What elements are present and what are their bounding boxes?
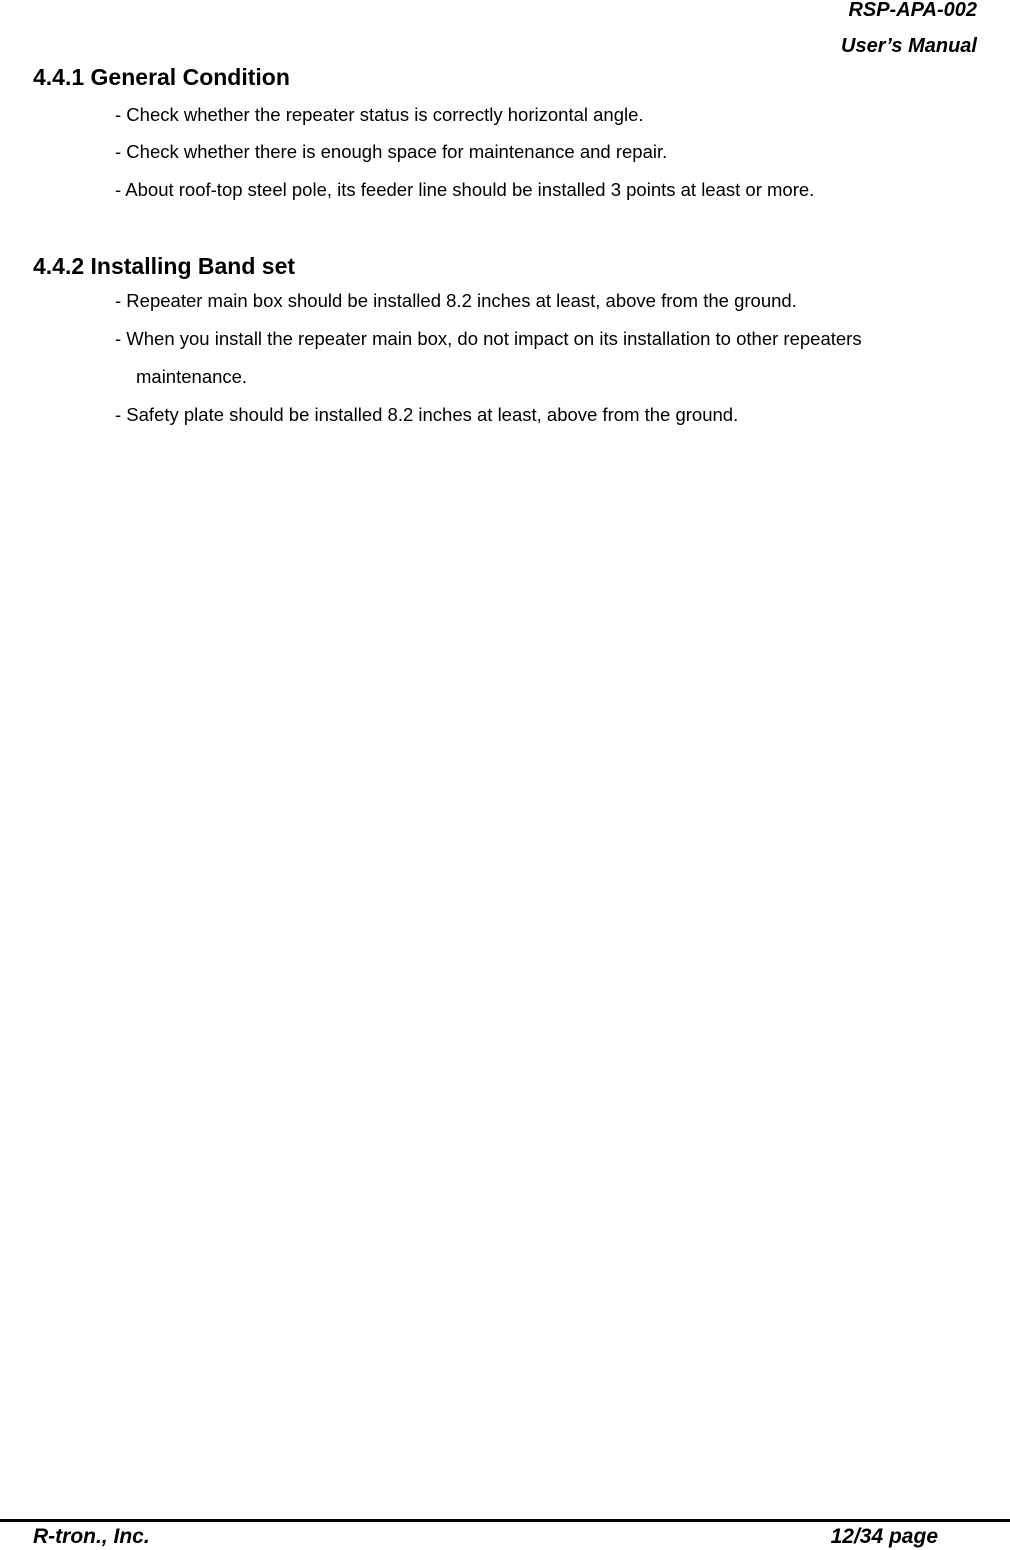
section-title-general-condition: 4.4.1 General Condition [33, 64, 290, 90]
footer-divider [0, 1519, 1010, 1522]
list-item: - Repeater main box should be installed 8.2 inches at least, above from the ground. [115, 290, 797, 311]
footer-page-number: 12/34 page [830, 1525, 938, 1548]
list-item-continuation: maintenance. [136, 366, 248, 387]
document-code: RSP-APA-002 [848, 0, 977, 21]
list-item: - Check whether there is enough space for maintenance and repair. [115, 141, 668, 162]
footer-company: R-tron., Inc. [33, 1525, 150, 1548]
list-item: - About roof-top steel pole, its feeder line should be installed 3 points at least or more. [115, 179, 815, 200]
document-type: User’s Manual [841, 35, 977, 57]
list-item: - Safety plate should be installed 8.2 inches at least, above from the ground. [115, 404, 739, 425]
section-title-installing-band-set: 4.4.2 Installing Band set [33, 253, 296, 279]
list-item: - Check whether the repeater status is correctly horizontal angle. [115, 104, 644, 125]
list-item: - When you install the repeater main box, do not impact on its installation to other repeaters [115, 328, 862, 349]
